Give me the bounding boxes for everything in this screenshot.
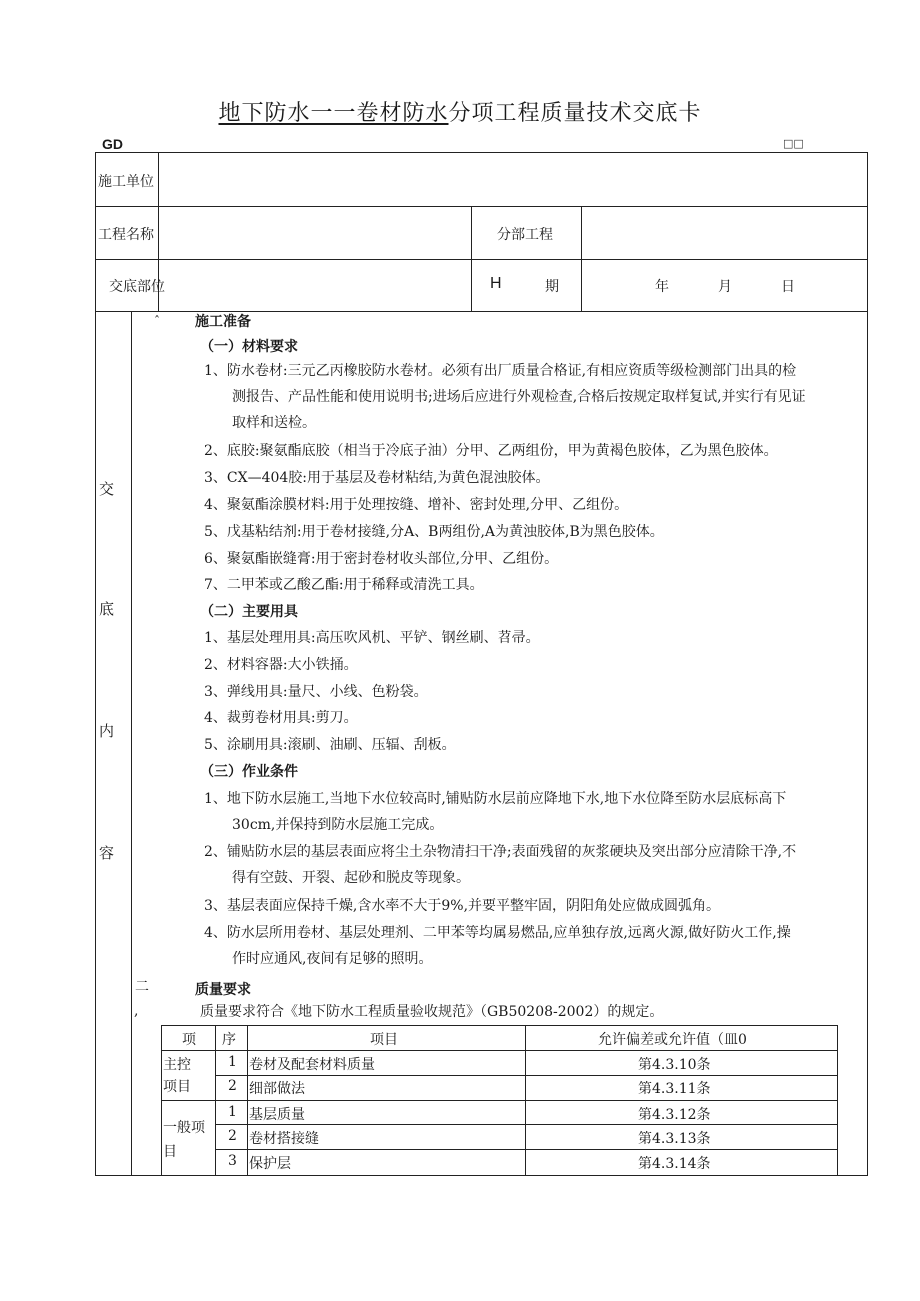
table-line [525, 1025, 526, 1176]
division-label: 分部工程 [497, 227, 553, 243]
list-item: 2、铺贴防水层的基层表面应将尘土杂物清扫干净;表面残留的灰浆硬块及突出部分应清除干净,不 [204, 844, 797, 860]
list-item: 3、CX—404胶:用于基层及卷材粘结,为黄色混浊胶体。 [204, 470, 550, 486]
table-header-category: 项 [182, 1032, 196, 1048]
table-line [837, 1025, 838, 1176]
date-year: 年 [655, 279, 669, 295]
date-label-h: H [490, 275, 502, 292]
list-item: 1、地下防水层施工,当地下水位较高时,铺贴防水层前应降地下水,地下水位降至防水层底标高下 [204, 791, 787, 807]
column-divider [581, 206, 582, 311]
list-item-continued: 30cm,并保持到防水层施工完成。 [232, 817, 444, 833]
document-code-right: □□ [783, 137, 804, 150]
section-mark: , [134, 1003, 139, 1019]
table-line [161, 1025, 162, 1176]
table-line [161, 1100, 837, 1101]
project-name-label: 工程名称 [98, 227, 154, 243]
table-line [215, 1149, 837, 1150]
list-item: 3、弹线用具:量尺、小线、色粉袋。 [204, 684, 428, 700]
table-line [215, 1075, 837, 1076]
list-item: 4、防水层所用卷材、基层处理剂、二甲苯等均属易燃品,应单独存放,远离火源,做好防火工作,操 [204, 925, 791, 941]
date-day: 日 [781, 279, 795, 295]
table-cell-no: 1 [228, 1104, 237, 1120]
location-label: 交底部位 [109, 279, 165, 295]
list-item: 2、底胶:聚氨酯底胶（相当于冷底子油）分甲、乙两组份，甲为黄褐色胶体，乙为黑色胶体。 [204, 443, 778, 459]
table-cell-no: 1 [228, 1054, 237, 1070]
table-cell-item: 卷材及配套材料质量 [249, 1057, 375, 1073]
list-item-continued: 测报告、产品性能和使用说明书;进场后应进行外观检查,合格后按规定取样复试,并实行有见证 [232, 389, 806, 405]
table-line [247, 1025, 248, 1176]
subsection-title-conditions: （三）作业条件 [200, 763, 298, 779]
list-item: 1、基层处理用具:高压吹风机、平铲、钢丝刷、苕帚。 [204, 630, 540, 646]
table-cell-value: 第4.3.12条 [638, 1107, 711, 1123]
list-item: 4、聚氨酯涂膜材料:用于处理按缝、增补、密封处理,分甲、乙组份。 [204, 497, 629, 513]
subsection-title-tools: （二）主要用具 [200, 603, 298, 619]
list-item: 7、二甲苯或乙酸乙酯:用于稀释或清洗工具。 [204, 577, 484, 593]
list-item-continued: 作时应通风,夜间有足够的照明。 [232, 951, 433, 967]
date-label-qi: 期 [545, 279, 559, 295]
side-label-char: 容 [99, 844, 115, 862]
table-group-main: 主控 [163, 1057, 191, 1073]
table-line [215, 1025, 216, 1176]
row-divider [95, 206, 868, 207]
list-item: 5、戊基粘结剂:用于卷材接缝,分A、B两组份,A为黄浊胶体,B为黑色胶体。 [204, 524, 664, 540]
table-cell-value: 第4.3.13条 [638, 1131, 711, 1147]
table-cell-value: 第4.3.11条 [638, 1081, 711, 1097]
row-divider [95, 259, 868, 260]
table-header-no: 序 [222, 1032, 236, 1048]
table-cell-value: 第4.3.14条 [638, 1156, 711, 1172]
list-item: 3、基层表面应保持千燥,含水率不大于9%,并要平整牢固，阴阳角处应做成圆弧角。 [204, 898, 721, 914]
side-label-char: 交 [99, 480, 115, 498]
section-title-quality: 质量要求 [195, 981, 251, 997]
unit-label: 施工单位 [98, 174, 154, 190]
title-rest: 分项工程质量技术交底卡 [448, 101, 702, 126]
table-cell-no: 2 [228, 1128, 237, 1144]
list-item: 4、裁剪卷材用具:剪刀。 [204, 710, 358, 726]
section-title-preparation: 施工准备 [195, 313, 251, 329]
list-item-continued: 得有空鼓、开裂、起砂和脱皮等现象。 [232, 870, 470, 886]
date-month: 月 [718, 279, 732, 295]
section-number: 二 [135, 979, 149, 995]
list-item-continued: 取样和送检。 [232, 415, 316, 431]
page-title [0, 96, 920, 127]
table-header-item: 项目 [370, 1032, 398, 1048]
title-underlined-part: 地下防水一一卷材防水 [218, 101, 449, 126]
document-code: GD [102, 136, 123, 152]
table-line [215, 1124, 837, 1125]
table-cell-item: 细部做法 [249, 1081, 305, 1097]
table-cell-value: 第4.3.10条 [638, 1057, 711, 1073]
table-group-general: 一般项 [163, 1120, 205, 1136]
column-divider [471, 206, 472, 311]
subsection-title-materials: （一）材料要求 [200, 338, 298, 354]
table-cell-item: 基层质量 [249, 1107, 305, 1123]
content-side-divider [131, 311, 132, 1176]
list-item: 1、防水卷材:三元乙丙橡胶防水卷材。必须有出厂质量合格证,有相应资质等级检测部门出具的检 [204, 363, 797, 379]
table-header-value: 允许偏差或允许值（皿0 [598, 1032, 747, 1048]
section-mark: ˆ [154, 314, 160, 328]
table-cell-no: 2 [228, 1078, 237, 1094]
side-label-char: 内 [99, 722, 115, 740]
list-item: 2、材料容器:大小铁捅。 [204, 657, 358, 673]
list-item: 6、聚氨酯嵌缝膏:用于密封卷材收头部位,分甲、乙组份。 [204, 551, 559, 567]
quality-description: 质量要求符合《地下防水工程质量验收规范》（GB50208-2002）的规定。 [200, 1004, 664, 1020]
table-cell-item: 卷材搭接缝 [249, 1131, 319, 1147]
table-line [161, 1025, 837, 1026]
side-label-char: 底 [99, 600, 115, 618]
table-group-main: 项目 [163, 1079, 191, 1095]
table-line [161, 1050, 837, 1051]
table-cell-item: 保护层 [249, 1156, 291, 1172]
table-group-general: 目 [163, 1144, 177, 1160]
list-item: 5、涂刷用具:滚刷、油刷、压辐、刮板。 [204, 737, 456, 753]
table-cell-no: 3 [228, 1153, 237, 1169]
